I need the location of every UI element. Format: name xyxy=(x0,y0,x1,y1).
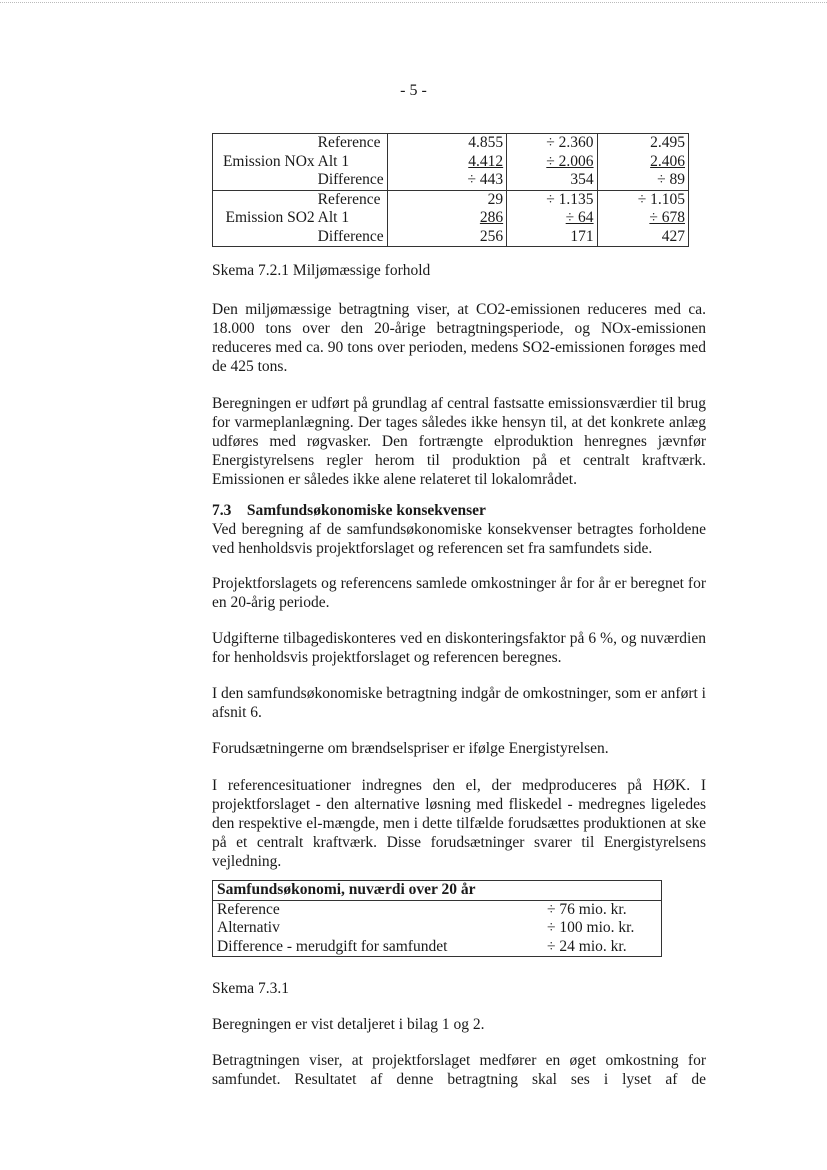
value: ÷ 2.360 xyxy=(546,134,594,151)
row-value: ÷ 24 mio. kr. xyxy=(547,937,627,955)
value: ÷ 1.135 xyxy=(546,190,594,208)
table-row xyxy=(213,171,689,190)
value-cell xyxy=(387,134,506,153)
value: 354 xyxy=(570,171,594,188)
value: 171 xyxy=(570,227,594,245)
value: 2.495 xyxy=(650,134,685,151)
row-label: Reference xyxy=(315,190,387,209)
value: ÷ 64 xyxy=(565,209,594,226)
value: 427 xyxy=(661,227,685,245)
value-cell xyxy=(507,209,597,228)
value-cell xyxy=(597,153,688,172)
econ-table xyxy=(212,880,662,957)
value-cell xyxy=(597,228,688,247)
value: 29 xyxy=(487,190,504,208)
value-cell xyxy=(387,228,506,247)
table-row xyxy=(213,938,662,957)
table-row xyxy=(213,209,689,228)
paragraph: Betragtningen viser, at projektforslaget medfører en øget omkostning for samfundet. Resultatet af denne betragtning skal ses i lyset af de xyxy=(212,1052,706,1088)
paragraph: Projektforslagets og referencens samlede omkostninger år for år er beregnet for en 20-årig periode. xyxy=(212,575,706,611)
row-label: Reference xyxy=(317,134,381,151)
table-row xyxy=(213,228,689,247)
paragraph: Ved beregning af de samfundsøkonomiske konsekvenser betragtes forholdene ved henholdsvis projektforslaget og referencen set fra samfundets side. xyxy=(212,521,706,557)
row-label: Alternativ xyxy=(217,919,280,936)
group-name: Emission SO2 xyxy=(225,209,315,226)
row-label: Alt 1 xyxy=(317,152,350,170)
paragraph: I referencesituationer indregnes den el, der medproduceres på HØK. I projektforslaget - den alternative løsning med fliskedel - medregnes ligeledes den respektive el-mængde, men i dette tilfælde forudsættes produktionen at ske på et centralt kraftværk. Disse forudsætninger svarer til Energistyrelsens vejledning. xyxy=(212,777,706,870)
row-label: Reference xyxy=(217,900,280,918)
value: ÷ 1.105 xyxy=(637,190,685,208)
scan-edge xyxy=(0,2,827,3)
value-cell xyxy=(387,209,506,228)
value-cell xyxy=(597,209,688,228)
table-row xyxy=(213,134,689,153)
value-cell xyxy=(597,134,688,153)
value: ÷ 678 xyxy=(649,209,685,226)
section-heading xyxy=(212,501,706,520)
row-label: Alt 1 xyxy=(317,209,350,226)
paragraph: Udgifterne tilbagediskonteres ved en diskonteringsfaktor på 6 %, og nuværdien for henholdsvis projektforslaget og referencen beregnes. xyxy=(212,630,706,666)
econ-table-title: Samfundsøkonomi, nuværdi over 20 år xyxy=(213,881,662,901)
paragraph: Den miljømæssige betragtning viser, at CO2-emissionen reduceres med ca. 18.000 tons over den 20-årige betragtningsperiode, og NOx-emissionen reduceres med ca. 90 tons over perioden, medens SO2-emissionen forøges med de 425 tons. xyxy=(212,301,706,375)
row-label: Difference - merudgift for samfundet xyxy=(217,937,448,955)
row-value: ÷ 100 mio. kr. xyxy=(547,919,635,936)
value-cell xyxy=(507,228,597,247)
group-cell xyxy=(213,190,315,209)
value: ÷ 2.006 xyxy=(546,152,594,170)
value: 4.412 xyxy=(468,152,504,170)
group-name: Emission NOx xyxy=(222,152,315,170)
value-cell xyxy=(507,153,597,172)
table-row xyxy=(213,153,689,172)
caption-skema-7-3-1: Skema 7.3.1 xyxy=(212,980,290,997)
table-row xyxy=(213,919,662,938)
heading-7-3: 7.3 Samfundsøkonomiske konsekvenser xyxy=(212,502,486,519)
paragraph: Beregningen er udført på grundlag af central fastsatte emissionsværdier til brug for varmeplanlægning. Der tages således ikke hensyn til, at det konkrete anlæg udføres med røgvasker. Den fortrængte elproduktion henregnes jævnfør Energistyrelsens regler herom til produktion på et centralt kraftværk. Emissionen er således ikke alene relateret til lokalområdet. xyxy=(212,395,706,488)
value: 2.406 xyxy=(650,152,685,170)
value: 256 xyxy=(479,227,504,245)
value-cell xyxy=(507,190,597,209)
value-cell xyxy=(507,171,597,190)
value-cell xyxy=(387,171,506,190)
group-cell xyxy=(213,228,315,247)
group-cell xyxy=(213,171,315,190)
emission-table xyxy=(212,133,689,247)
row-label: Difference xyxy=(317,227,384,245)
group-cell xyxy=(213,134,315,153)
value-cell xyxy=(387,190,506,209)
value-cell xyxy=(387,153,506,172)
value: 286 xyxy=(479,209,504,226)
row-value: ÷ 76 mio. kr. xyxy=(547,900,627,918)
table-row xyxy=(213,900,662,919)
value-cell xyxy=(507,134,597,153)
page-number: - 5 - xyxy=(400,82,427,99)
table-row xyxy=(213,190,689,209)
paragraph: Forudsætningerne om brændselspriser er ifølge Energistyrelsen. xyxy=(212,740,609,757)
value: ÷ 89 xyxy=(657,171,685,188)
value-cell xyxy=(597,171,688,190)
caption-skema-7-2-1: Skema 7.2.1 Miljømæssige forhold xyxy=(212,262,431,279)
value: 4.855 xyxy=(468,134,504,151)
row-label: Difference xyxy=(317,171,384,188)
paragraph: I den samfundsøkonomiske betragtning indgår de omkostninger, som er anført i afsnit 6. xyxy=(212,685,706,721)
value-cell xyxy=(597,190,688,209)
paragraph: Beregningen er vist detaljeret i bilag 1 og 2. xyxy=(212,1016,485,1033)
value: ÷ 443 xyxy=(467,171,504,188)
